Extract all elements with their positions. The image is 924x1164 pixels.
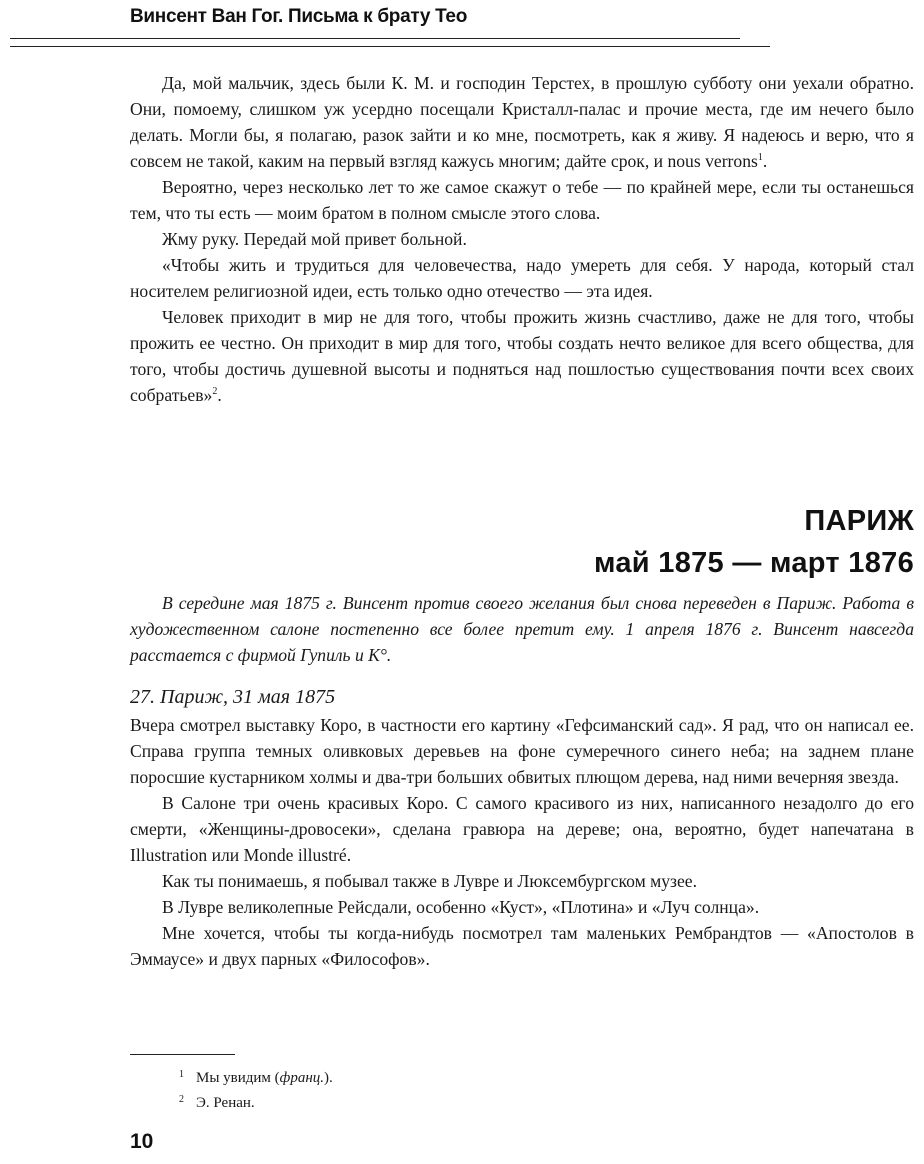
letter-continuation [130, 70, 914, 408]
chapter-intro [130, 590, 914, 668]
paragraph: Мне хочется, чтобы ты когда-нибудь посмотрел там маленьких Рембрандтов — «Апостолов в Эммаусе» и двух парных «Философов». [130, 923, 914, 969]
footnote-rule [130, 1054, 235, 1055]
paragraph: Да, мой мальчик, здесь были К. М. и господин Терстех, в прошлую субботу они уехали обратно. Они, помоему, слишком уж усердно посещали Кристалл-палас и прочие места, где им нечего было делать. Могли бы, я полагаю, разок зайти и ко мне, посмотреть, как я живу. Я надеюсь и верю, что я совсем не такой, каким на первый взгляд кажусь многим; дайте срок, и nous verrons$^1$. [130, 73, 914, 171]
intro-paragraph: В середине мая 1875 г. Винсент против своего желания был снова переведен в Париж. Работа в художественном салоне постепенно все более претит ему. 1 апреля 1876 г. Винсент навсегда расстается с фирмой Гупиль и К°. [130, 593, 914, 665]
paragraph: «Чтобы жить и трудиться для человечества, надо умереть для себя. У народа, который стал носителем религиозной идеи, есть только одно отечество — эта идея. [130, 255, 914, 301]
paragraph: В Лувре великолепные Рейсдали, особенно «Куст», «Плотина» и «Луч солнца». [162, 897, 760, 917]
paragraph: В Салоне три очень красивых Коро. С самого красивого из них, написанного незадолго до его смерти, «Женщины-дровосеки», сделана гравюра на дереве; она, вероятно, будет напечатана в Illustration или Monde illustré. [130, 793, 914, 865]
footnote-text: Мы увидим (франц.). [196, 1070, 333, 1086]
chapter-dates: май 1875 — март 1876 [593, 547, 914, 579]
footnote [130, 1091, 333, 1116]
footnote-text: Э. Ренан. [196, 1095, 255, 1111]
footnote-mark: 2 [179, 1094, 184, 1105]
paragraph: Как ты понимаешь, я побывал также в Лувре и Люксембургском музее. [162, 871, 698, 891]
letter-body [130, 712, 914, 972]
paragraph: Вчера смотрел выставку Коро, в частности его картину «Гефсиманский сад». Я рад, что он написал ее. Справа группа темных оливковых деревьев на фоне сумеречного синего неба; на заднем плане поросшие кустарником холмы и два-три больших обвитых плющом дерева, над ними вечерняя звезда. [130, 715, 914, 787]
footnote-mark: 1 [179, 1069, 184, 1080]
footnote-ref: 2 [212, 386, 218, 398]
page-number: 10 [130, 1130, 154, 1153]
paragraph: Человек приходит в мир не для того, чтобы прожить жизнь счастливо, даже не для того, чтобы прожить ее честно. Он приходит в мир для того, чтобы создать нечто великое для всего общества, для того, чтобы достичь душевной высоты и подняться над пошлостью существования почти всех своих собратьев»$^2$. [130, 307, 914, 405]
paragraph: Жму руку. Передай мой привет больной. [162, 229, 467, 249]
footnotes [130, 1066, 333, 1116]
header-rule-long [10, 46, 770, 47]
running-header: Винсент Ван Гог. Письма к брату Тео [130, 6, 468, 27]
footnote-ref: 1 [757, 152, 763, 164]
paragraph: Вероятно, через несколько лет то же самое скажут о тебе — по крайней мере, если ты останешься тем, что ты есть — моим братом в полном смысле этого слова. [130, 177, 914, 223]
header-rule [10, 38, 740, 39]
chapter-title: ПАРИЖ [804, 505, 914, 537]
letter-heading: 27. Париж, 31 мая 1875 [130, 686, 336, 708]
